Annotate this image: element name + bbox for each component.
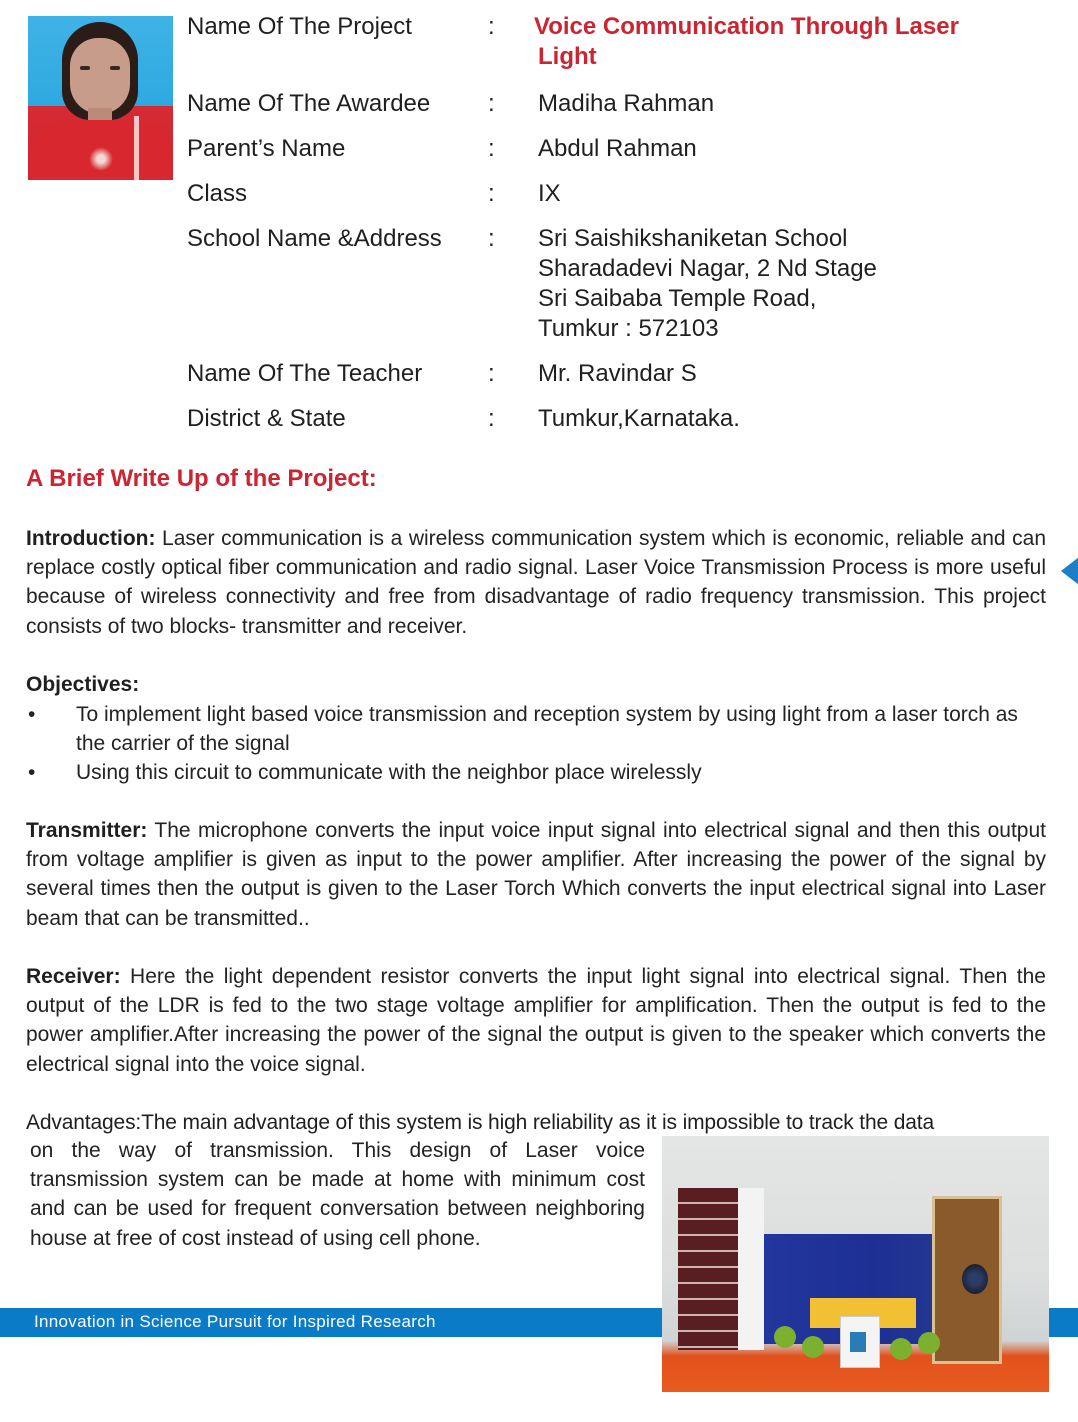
introduction-text: Laser communication is a wireless communication system which is economic, reliable and can replace costly optical fiber communication and radio signal. Laser Voice Transmission Process is more useful because of wireless connectivity and free from disadvantage of radio frequency transmission. This project consists of two blocks- transmitter and receiver. [26,527,1046,638]
receiver-text: Here the light dependent resistor converts the input light signal into electrical signal. Then the output of the LDR is fed to the two stage voltage amplifier for amplification. Then the output is fed to the power amplifier.After increasing the power of the signal the output is given to the speaker which converts the electrical signal into the voice signal. [26,965,1046,1076]
detail-separator: : [488,90,495,117]
detail-value-line: Madiha Rahman [538,90,715,117]
detail-separator: : [488,360,495,387]
photo-face [70,38,130,114]
project-model-photo [662,1136,1049,1392]
photo-bush [890,1338,912,1360]
project-title [534,12,959,72]
footer-bar-right [1049,1308,1078,1337]
objectives-label: Objectives: [26,673,140,696]
page-marker-arrow-icon [1061,557,1078,585]
photo-eye-left [80,66,90,70]
detail-value [538,134,697,164]
detail-label: Class [187,180,248,207]
detail-label: Name Of The Awardee [187,90,431,117]
detail-separator: : [488,13,495,40]
detail-value-line: Sharadadevi Nagar, 2 Nd Stage [538,255,877,282]
detail-separator: : [488,405,495,432]
photo-transmitter-tower [678,1188,738,1350]
bullet-icon: • [28,703,36,726]
detail-value [538,224,877,344]
detail-value-line: Tumkur,Karnataka. [538,405,740,432]
photo-bush [802,1336,824,1358]
introduction-paragraph [26,524,1046,641]
introduction-label: Introduction: [26,527,156,550]
detail-value-line: Sri Saishikshaniketan School [538,225,848,252]
writeup-heading: A Brief Write Up of the Project: [26,465,377,492]
detail-separator: : [488,135,495,162]
photo-embroidery [88,144,114,174]
detail-label: Name Of The Project [187,13,412,40]
footer-bar [0,1308,662,1337]
project-title-line: Voice Communication Through Laser [534,13,959,40]
detail-value-line: Abdul Rahman [538,135,697,162]
detail-label: District & State [187,405,346,432]
transmitter-paragraph [26,816,1046,933]
photo-house-door [850,1332,866,1352]
footer-tagline: Innovation in Science Pursuit for Inspired Research [34,1312,436,1331]
advantages-first-line: Advantages:The main advantage of this system is high reliability as it is impossible to track the data [26,1111,934,1134]
objectives-heading-wrap [26,670,1046,699]
photo-bush [918,1332,940,1354]
bullet-icon: • [28,761,36,785]
detail-separator: : [488,225,495,252]
advantages-text: on the way of transmission. This design of Laser voice transmission system can be made at home with minimum cost and can be used for frequent conversation between neighboring house at free of cost instead of using cell phone. [30,1139,645,1250]
detail-value-line: Mr. Ravindar S [538,360,697,387]
awardee-photo [28,16,173,180]
project-title-line: Light [538,43,597,70]
detail-value [538,404,740,434]
objective-item [26,700,1046,758]
photo-transmitter-tower-side [738,1188,764,1350]
detail-value [538,359,697,389]
photo-speaker-icon [962,1264,988,1294]
detail-value [538,89,714,119]
detail-separator: : [488,180,495,207]
detail-label: Name Of The Teacher [187,360,423,387]
transmitter-label: Transmitter: [26,819,148,842]
photo-eye-right [110,66,120,70]
objectives-list [26,700,1046,788]
detail-label: School Name &Address [187,225,442,252]
receiver-label: Receiver: [26,965,121,988]
photo-bush [774,1326,796,1348]
objective-text: Using this circuit to communicate with the neighbor place wirelessly [76,761,702,785]
photo-strap [134,116,139,180]
receiver-paragraph [26,962,1046,1079]
detail-value-line: Tumkur : 572103 [538,315,719,342]
detail-value-line: IX [538,180,561,207]
detail-value-line: Sri Saibaba Temple Road, [538,285,817,312]
detail-value [538,179,561,209]
objective-text: To implement light based voice transmission and reception system by using light from a laser torch as the carrier of the signal [76,703,1018,756]
transmitter-text: The microphone converts the input voice input signal into electrical signal and then this output from voltage amplifier is given as input to the power amplifier. After increasing the power of the signal by several times then the output is given to the Laser Torch Which converts the input electrical signal into Laser beam that can be transmitted.. [26,819,1046,930]
objective-item [26,758,1046,787]
detail-label: Parent’s Name [187,135,346,162]
